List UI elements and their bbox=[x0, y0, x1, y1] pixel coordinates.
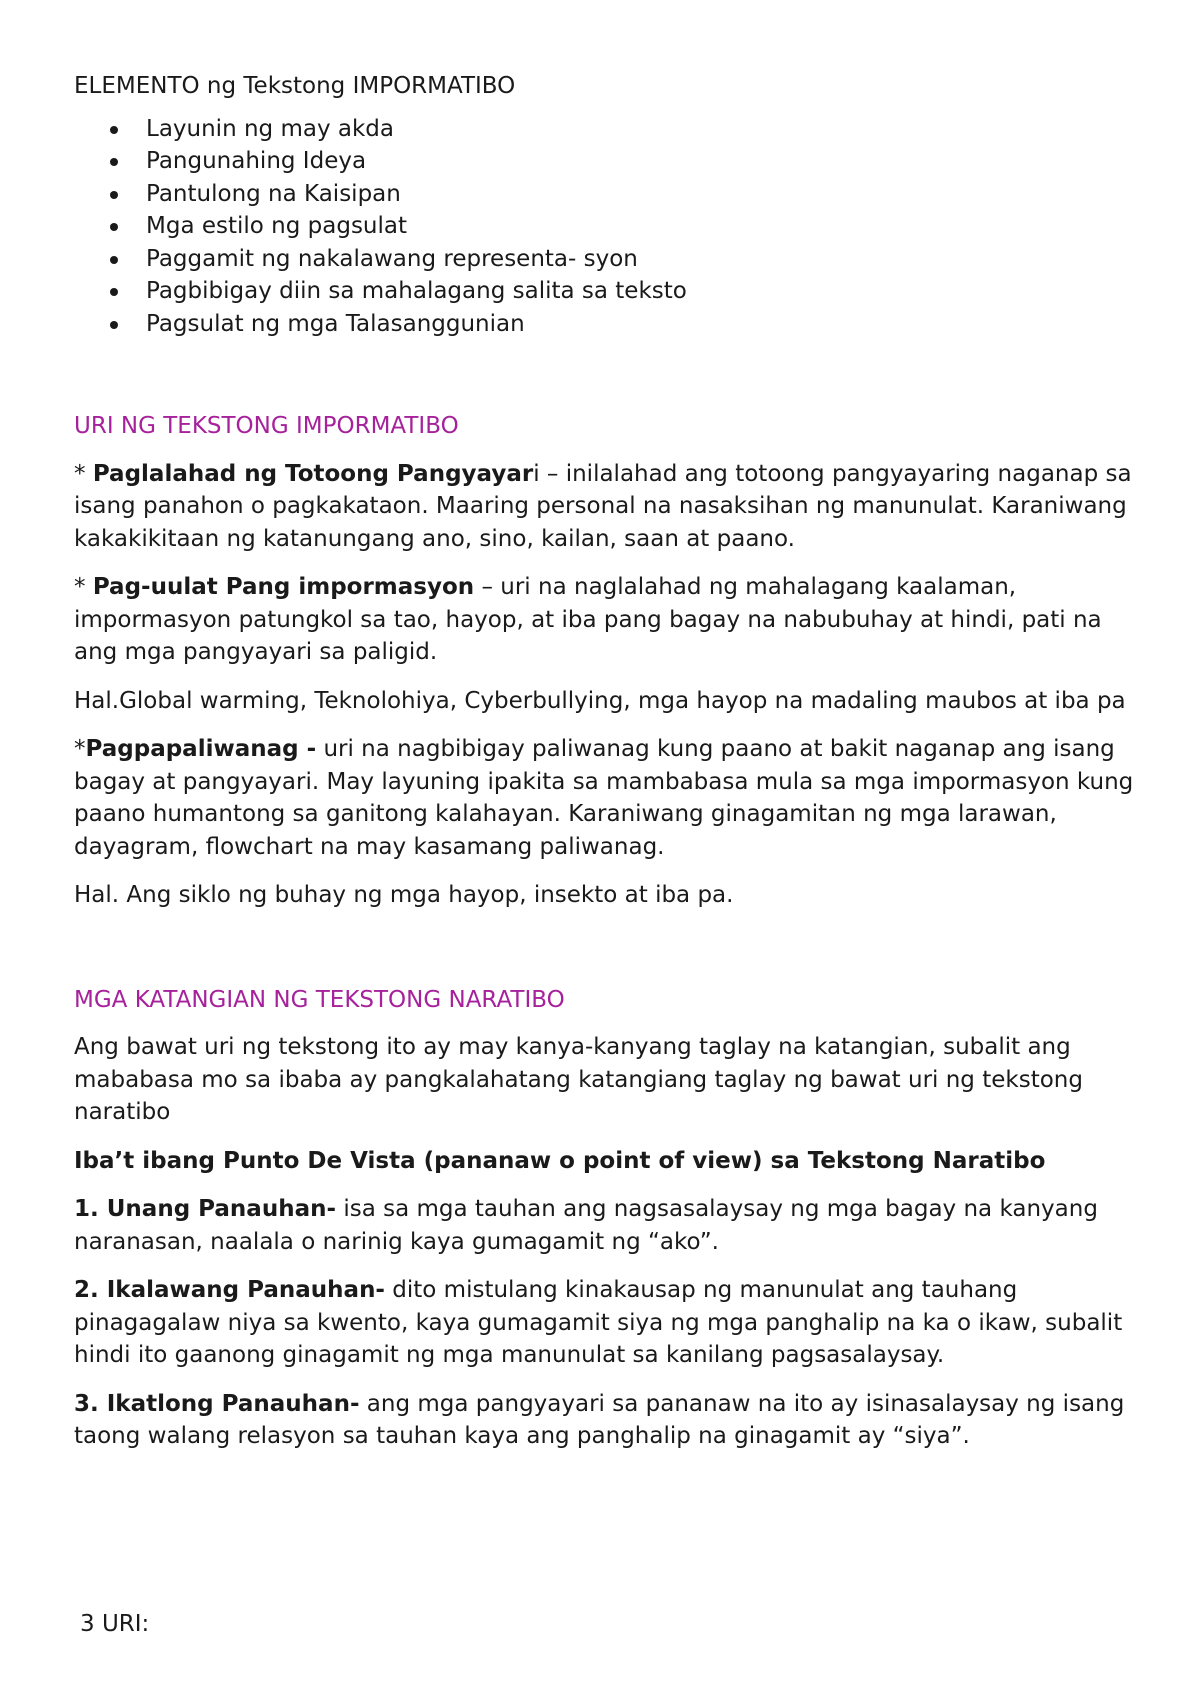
bullet-icon bbox=[110, 126, 118, 134]
footer-text: 3 URI: bbox=[80, 1611, 150, 1637]
paragraph-halimbawa-1: Hal.Global warming, Teknolohiya, Cyberbullying, mga hayop na madaling maubos at iba pa bbox=[74, 687, 1126, 714]
list-item: Pantulong na Kaisipan bbox=[74, 178, 1144, 211]
elements-list bbox=[74, 113, 1144, 341]
bullet-icon bbox=[110, 321, 118, 329]
list-item: Layunin ng may akda bbox=[74, 113, 1144, 146]
paragraph-ikalawang-panauhan: 2. Ikalawang Panauhan- dito mistulang kinakausap ng manunulat ang tauhang pinagagalaw niya sa kwento, kaya gumagamit siya ng mga panghalip na ka o ikaw, subalit hindi ito gaanong ginagamit ng mga manunulat sa kanilang pagsasalaysay. bbox=[74, 1277, 1123, 1368]
bullet-icon bbox=[110, 223, 118, 231]
paragraph-paglalahad: * Paglalahad ng Totoong Pangyayari – inilalahad ang totoong pangyayaring naganap sa isang panahon o pagkakataon. Maaring personal na nasaksihan ng manunulat. Karaniwang kakakikitaan ng katanungang ano, sino, kailan, saan at paano. bbox=[74, 460, 1132, 552]
paragraph-unang-panauhan: 1. Unang Panauhan- isa sa mga tauhan ang nagsasalaysay ng mga bagay na kanyang naranasan, naalala o narinig kaya gumagamit ng “ako”. bbox=[74, 1196, 1098, 1255]
bullet-icon bbox=[110, 191, 118, 199]
paragraph-intro-naratibo: Ang bawat uri ng tekstong ito ay may kanya-kanyang taglay na katangian, subalit ang mababasa mo sa ibaba ay pangkalahatang katangiang taglay ng bawat uri ng tekstong naratibo bbox=[74, 1034, 1083, 1125]
bullet-icon bbox=[110, 288, 118, 296]
bullet-icon bbox=[110, 158, 118, 166]
list-item: Pagsulat ng mga Talasanggunian bbox=[74, 308, 1144, 341]
list-item: Pangunahing Ideya bbox=[74, 145, 1144, 178]
bullet-icon bbox=[110, 256, 118, 264]
paragraph-pag-uulat: * Pag-uulat Pang impormasyon – uri na naglalahad ng mahalagang kaalaman, impormasyon patungkol sa tao, hayop, at iba pang bagay na nabubuhay at hindi, pati na ang mga pangyayari sa paligid. bbox=[74, 574, 1102, 665]
section-title-katangian: MGA KATANGIAN NG TEKSTONG NARATIBO bbox=[74, 986, 565, 1013]
heading-elemento: ELEMENTO ng Tekstong IMPORMATIBO bbox=[74, 73, 516, 99]
list-item: Mga estilo ng pagsulat bbox=[74, 210, 1144, 243]
paragraph-halimbawa-2: Hal. Ang siklo ng buhay ng mga hayop, insekto at iba pa. bbox=[74, 882, 734, 908]
list-item: Paggamit ng nakalawang representa- syon bbox=[74, 243, 1144, 276]
subheading-punto-de-vista: Iba’t ibang Punto De Vista (pananaw o point of view) sa Tekstong Naratibo bbox=[74, 1147, 1046, 1174]
list-item: Pagbibigay diin sa mahalagang salita sa teksto bbox=[74, 275, 1144, 308]
section-title-uri: URI NG TEKSTONG IMPORMATIBO bbox=[74, 413, 459, 439]
paragraph-ikatlong-panauhan: 3. Ikatlong Panauhan- ang mga pangyayari sa pananaw na ito ay isinasalaysay ng isang taong walang relasyon sa tauhan kaya ang panghalip na ginagamit ay “siya”. bbox=[74, 1390, 1125, 1449]
document-page bbox=[74, 70, 1144, 1469]
paragraph-pagpapaliwanag: *Pagpapaliwanag - uri na nagbibigay paliwanag kung paano at bakit naganap ang isang bagay at pangyayari. May layuning ipakita sa mambabasa mula sa mga impormasyon kung paano humantong sa ganitong kalahayan. Karaniwang ginagamitan ng mga larawan, dayagram, flowchart na may kasamang paliwanag. bbox=[74, 736, 1134, 860]
